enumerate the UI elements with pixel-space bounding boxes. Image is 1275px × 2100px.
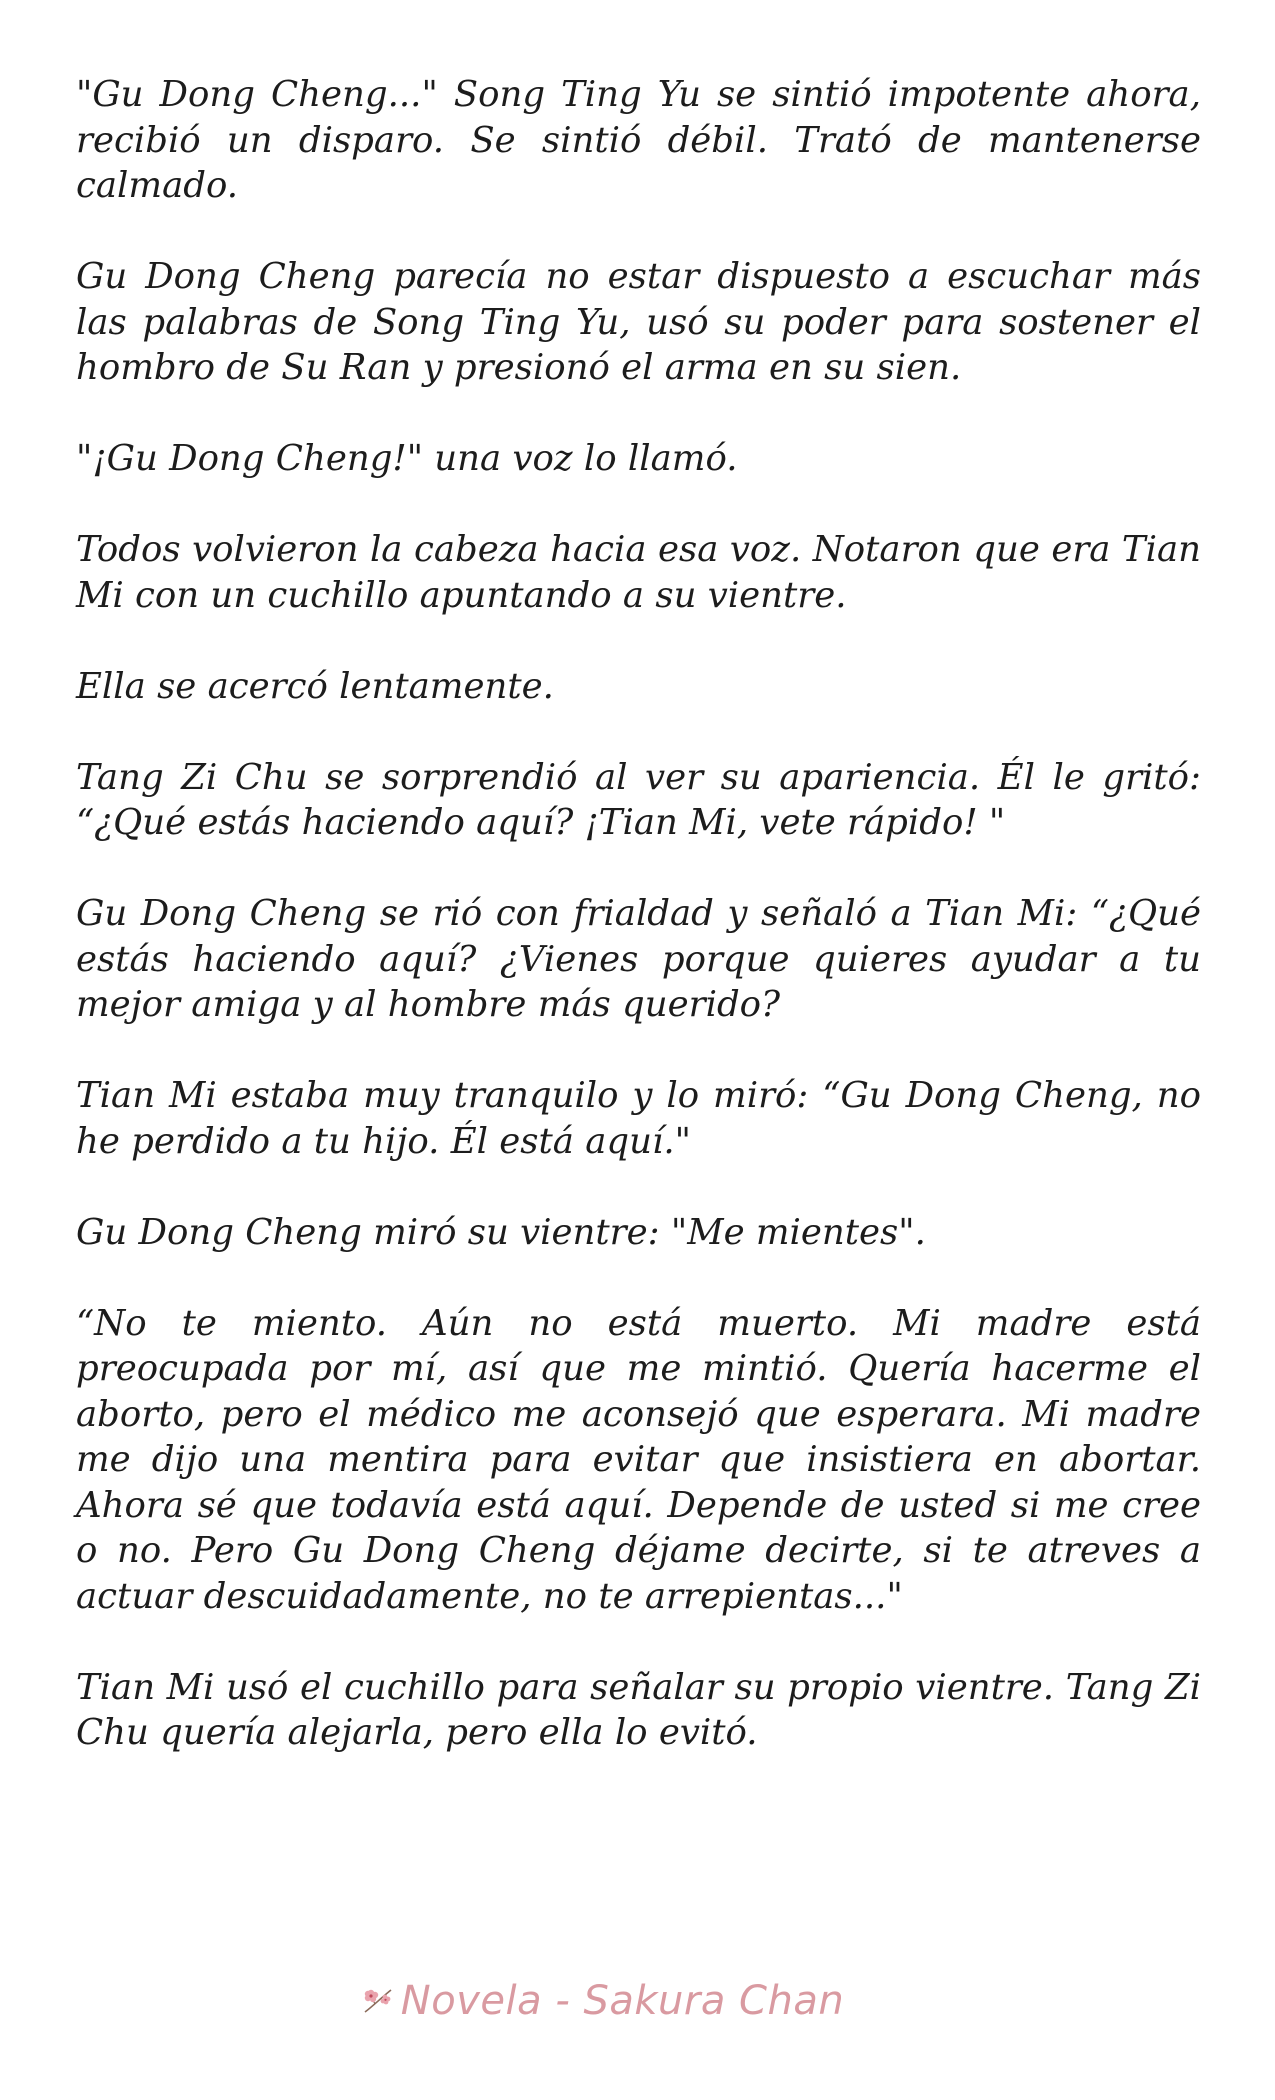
paragraph-8: Tian Mi estaba muy tranquilo y lo miró: “Gu Dong Cheng, no he perdido a tu hijo. Él está aquí." (76, 1075, 1201, 1162)
paragraph-4: Todos volvieron la cabeza hacia esa voz. Notaron que era Tian Mi con un cuchillo apuntando a su vientre. (76, 529, 1201, 616)
paragraph-9: Gu Dong Cheng miró su vientre: "Me mientes". (76, 1211, 926, 1253)
paragraph-10: “No te miento. Aún no está muerto. Mi madre está preocupada por mí, así que me mintió. Quería hacerme el aborto, pero el médico me aconsejó que esperara. Mi madre me dijo una mentira para evitar que insistiera en abortar. Ahora sé que todavía está aquí. Depende de usted si me cree o no. Pero Gu Dong Cheng déjame decirte, si te atreves a actuar descuidadamente, no te arrepientas..." (76, 1302, 1201, 1617)
paragraph-7: Gu Dong Cheng se rió con frialdad y señaló a Tian Mi: “¿Qué estás haciendo aquí? ¿Vienes porque quieres ayudar a tu mejor amiga y al hombre más querido? (76, 893, 1201, 1025)
paragraph-11: Tian Mi usó el cuchillo para señalar su propio vientre. Tang Zi Chu quería alejarla, pero ella lo evitó. (76, 1666, 1201, 1753)
paragraph-2: Gu Dong Cheng parecía no estar dispuesto a escuchar más las palabras de Song Ting Yu, usó su poder para sostener el hombro de Su Ran y presionó el arma en su sien. (76, 256, 1201, 388)
watermark (361, 1978, 844, 2024)
paragraph-1: "Gu Dong Cheng..." Song Ting Yu se sintió impotente ahora, recibió un disparo. Se sintió débil. Trató de mantenerse calmado. (76, 74, 1201, 206)
watermark-footer (0, 1978, 1275, 2024)
paragraph-5: Ella se acercó lentamente. (76, 665, 554, 707)
paragraph-3: "¡Gu Dong Cheng!" una voz lo llamó. (76, 438, 738, 479)
paragraph-6: Tang Zi Chu se sorprendió al ver su apariencia. Él le gritó: “¿Qué estás haciendo aquí? ¡Tian Mi, vete rápido! " (76, 756, 1201, 843)
cherry-blossom-icon (361, 1984, 395, 2018)
watermark-text: Novela - Sakura Chan (400, 1978, 845, 2024)
story-text (76, 72, 1201, 1801)
